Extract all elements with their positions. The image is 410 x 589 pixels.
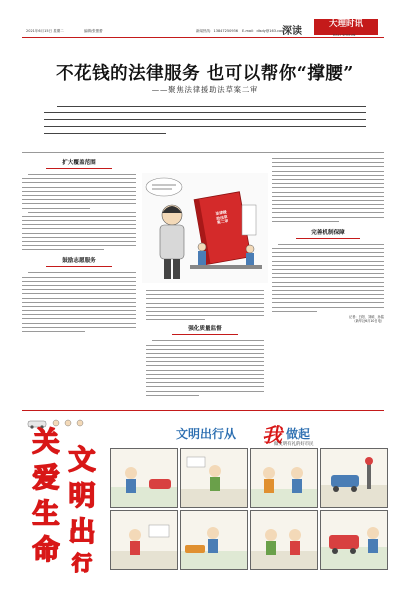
slogan-char: 明 <box>68 481 96 512</box>
comic-panel <box>250 448 318 508</box>
comic-panel <box>180 448 248 508</box>
issue-date: 2021年6月15日 星期二 <box>26 29 64 33</box>
comic-panel <box>110 448 178 508</box>
column-left <box>22 158 136 335</box>
subheadline: ——聚焦法律援助法草案二审 <box>151 85 259 94</box>
header-rule <box>22 37 384 38</box>
column-text <box>272 244 384 312</box>
banner-title: 文明出行从 <box>176 427 237 441</box>
slogan-char: 出 <box>68 517 96 548</box>
column-text <box>22 174 136 250</box>
comic-strip <box>110 448 386 570</box>
column-text <box>146 290 264 320</box>
book-title: 法律援助法草案二审 <box>215 209 229 226</box>
slogan-char: 生 <box>32 499 60 530</box>
comic-panel <box>320 448 388 508</box>
source-note: （新华社6月10日电） <box>352 319 384 324</box>
byline: 记者：白阳、刘硕、孙铭 <box>348 315 384 319</box>
banner-title-tail: 做起 <box>286 427 311 441</box>
masthead-logo: 大理时讯 <box>314 19 378 35</box>
column-middle <box>146 290 264 399</box>
contact-email: E-mail：dlsdy@163.com <box>242 29 285 33</box>
ad-separator <box>22 410 384 411</box>
banner-subtitle: 做文明有礼的好市民 <box>274 442 314 447</box>
comic-panel <box>110 510 178 570</box>
cartoon-illustration <box>142 173 268 283</box>
slogan-char: 命 <box>32 535 60 566</box>
vertical-slogan <box>26 424 100 574</box>
slogan-char: 文 <box>68 445 96 476</box>
section-heading-1: 扩大覆盖范围 <box>62 160 96 166</box>
news-hotline: 新闻热线：13847250936 <box>196 29 238 33</box>
column-text <box>146 340 264 395</box>
comic-panel <box>180 510 248 570</box>
slogan-char: 爱 <box>32 463 60 494</box>
banner-emphasis: 我 <box>262 423 282 447</box>
slogan-char: 关 <box>32 427 60 458</box>
column-text <box>272 158 384 222</box>
lead-separator <box>22 152 384 153</box>
headline: 不花钱的法律服务 也可以帮你“撑腰” <box>56 64 354 84</box>
slogan-char: 行 <box>72 551 92 575</box>
section-heading-2: 鼓励志愿服务 <box>62 258 96 265</box>
masthead-subtitle: DALI SHIXUN <box>333 33 356 37</box>
lead-paragraph <box>44 104 366 142</box>
comic-panel <box>320 510 388 570</box>
editor-info: 编辑/张蕾蕾 <box>84 29 103 33</box>
comic-panel <box>250 510 318 570</box>
section-heading-3: 强化质量监督 <box>188 326 222 333</box>
section-heading-4: 完善机制保障 <box>311 229 345 236</box>
section-name: 深读 <box>282 26 302 37</box>
column-text <box>22 272 136 332</box>
column-right <box>272 158 384 324</box>
